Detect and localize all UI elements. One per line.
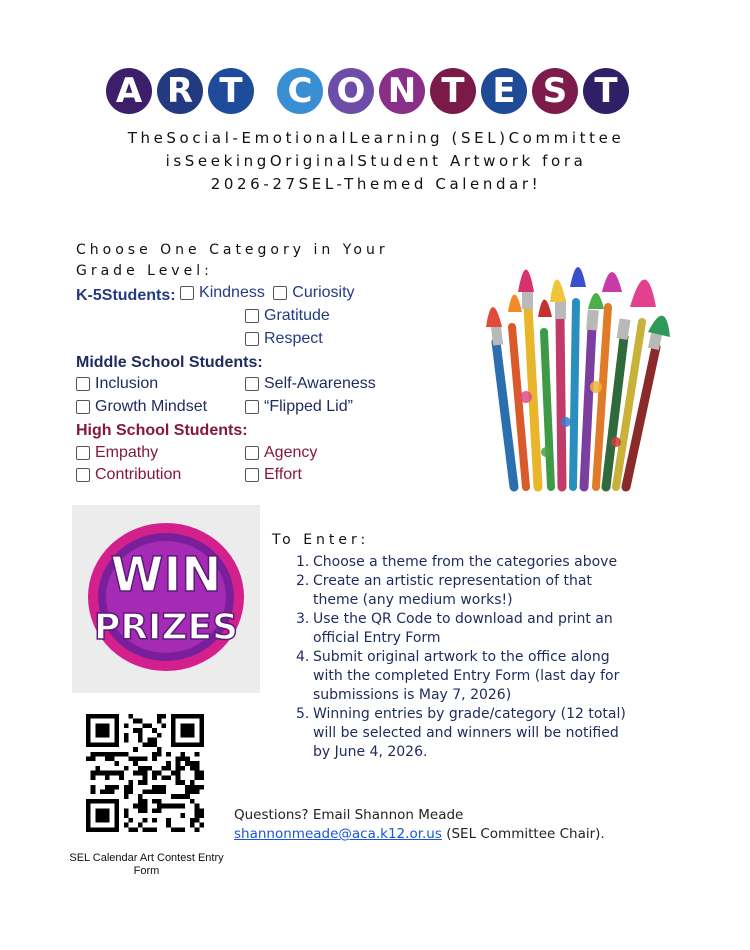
step-item: 4. Submit original artwork to the office along with the completed Entry Form (last day for submissions is May 7, 2026) — [296, 649, 620, 703]
checkbox[interactable] — [76, 377, 90, 391]
entry-steps — [296, 553, 676, 762]
title-letter-t: T — [430, 68, 476, 114]
to-enter-heading: To Enter: — [272, 532, 370, 548]
subtitle — [70, 127, 682, 196]
checkbox[interactable] — [273, 286, 287, 300]
option-curiosity[interactable]: Curiosity — [273, 283, 354, 303]
option-flipped-lid[interactable]: “Flipped Lid” — [245, 397, 353, 420]
contest-title — [106, 68, 629, 114]
win-text: WIN — [110, 547, 222, 603]
option-gratitude[interactable]: Gratitude — [245, 306, 330, 329]
title-letter-a: A — [106, 68, 152, 114]
title-letter-e: E — [481, 68, 527, 114]
qr-caption: SEL Calendar Art Contest Entry Form — [69, 852, 224, 877]
email-link[interactable]: shannonmeade@aca.k12.or.us — [234, 826, 442, 842]
title-letter-s: S — [532, 68, 578, 114]
title-letter-o: O — [328, 68, 374, 114]
option-self-awareness[interactable]: Self-Awareness — [245, 374, 376, 397]
checkbox[interactable] — [245, 400, 259, 414]
checkbox[interactable] — [76, 400, 90, 414]
k5-row — [76, 283, 355, 306]
option-contribution[interactable]: Contribution — [76, 465, 181, 488]
questions-text: Questions? Email Shannon Meade — [234, 807, 464, 823]
subtitle-line: TheSocial-EmotionalLearning (SEL)Committee — [127, 129, 625, 147]
k5-label: K-5Students: — [76, 287, 176, 304]
contact-info: Questions? Email Shannon Meade shannonmeade@aca.k12.or.us (SEL Committee Chair). — [234, 807, 605, 842]
step-item: 5. Winning entries by grade/category (12 total) will be selected and winners will be notified by June 4, 2026. — [296, 706, 626, 760]
option-agency[interactable]: Agency — [245, 443, 317, 466]
option-effort[interactable]: Effort — [245, 465, 302, 488]
checkbox[interactable] — [180, 286, 194, 300]
checkbox[interactable] — [245, 332, 259, 346]
title-letter-c: C — [277, 68, 323, 114]
checkbox[interactable] — [76, 468, 90, 482]
middle-school-label: Middle School Students: — [76, 354, 263, 371]
checkbox[interactable] — [245, 468, 259, 482]
title-letter-t: T — [208, 68, 254, 114]
step-item: 1. Choose a theme from the categories above — [296, 554, 618, 570]
option-inclusion[interactable]: Inclusion — [76, 374, 158, 397]
high-school-label: High School Students: — [76, 422, 248, 439]
prizes-text: PRIZES — [93, 607, 239, 648]
qr-code[interactable] — [86, 714, 204, 832]
checkbox[interactable] — [245, 377, 259, 391]
title-letter-t: T — [583, 68, 629, 114]
paint-brushes-image — [456, 247, 684, 492]
option-empathy[interactable]: Empathy — [76, 443, 158, 466]
checkbox[interactable] — [245, 446, 259, 460]
step-item: 3. Use the QR Code to download and print an official Entry Form — [296, 611, 613, 646]
step-item: 2. Create an artistic representation of that theme (any medium works!) — [296, 573, 592, 608]
checkbox[interactable] — [245, 309, 259, 323]
category-heading: Choose One Category in Your Grade Level: — [76, 242, 389, 279]
subtitle-line: 2026-27SEL-Themed Calendar! — [210, 175, 542, 193]
title-letter-r: R — [157, 68, 203, 114]
option-growth-mindset[interactable]: Growth Mindset — [76, 397, 207, 420]
title-letter-n: N — [379, 68, 425, 114]
option-kindness[interactable]: Kindness — [180, 283, 265, 303]
checkbox[interactable] — [76, 446, 90, 460]
option-respect[interactable]: Respect — [245, 329, 323, 352]
subtitle-line: isSeekingOriginalStudent Artwork fora — [165, 152, 587, 170]
win-prizes-badge — [72, 505, 260, 693]
